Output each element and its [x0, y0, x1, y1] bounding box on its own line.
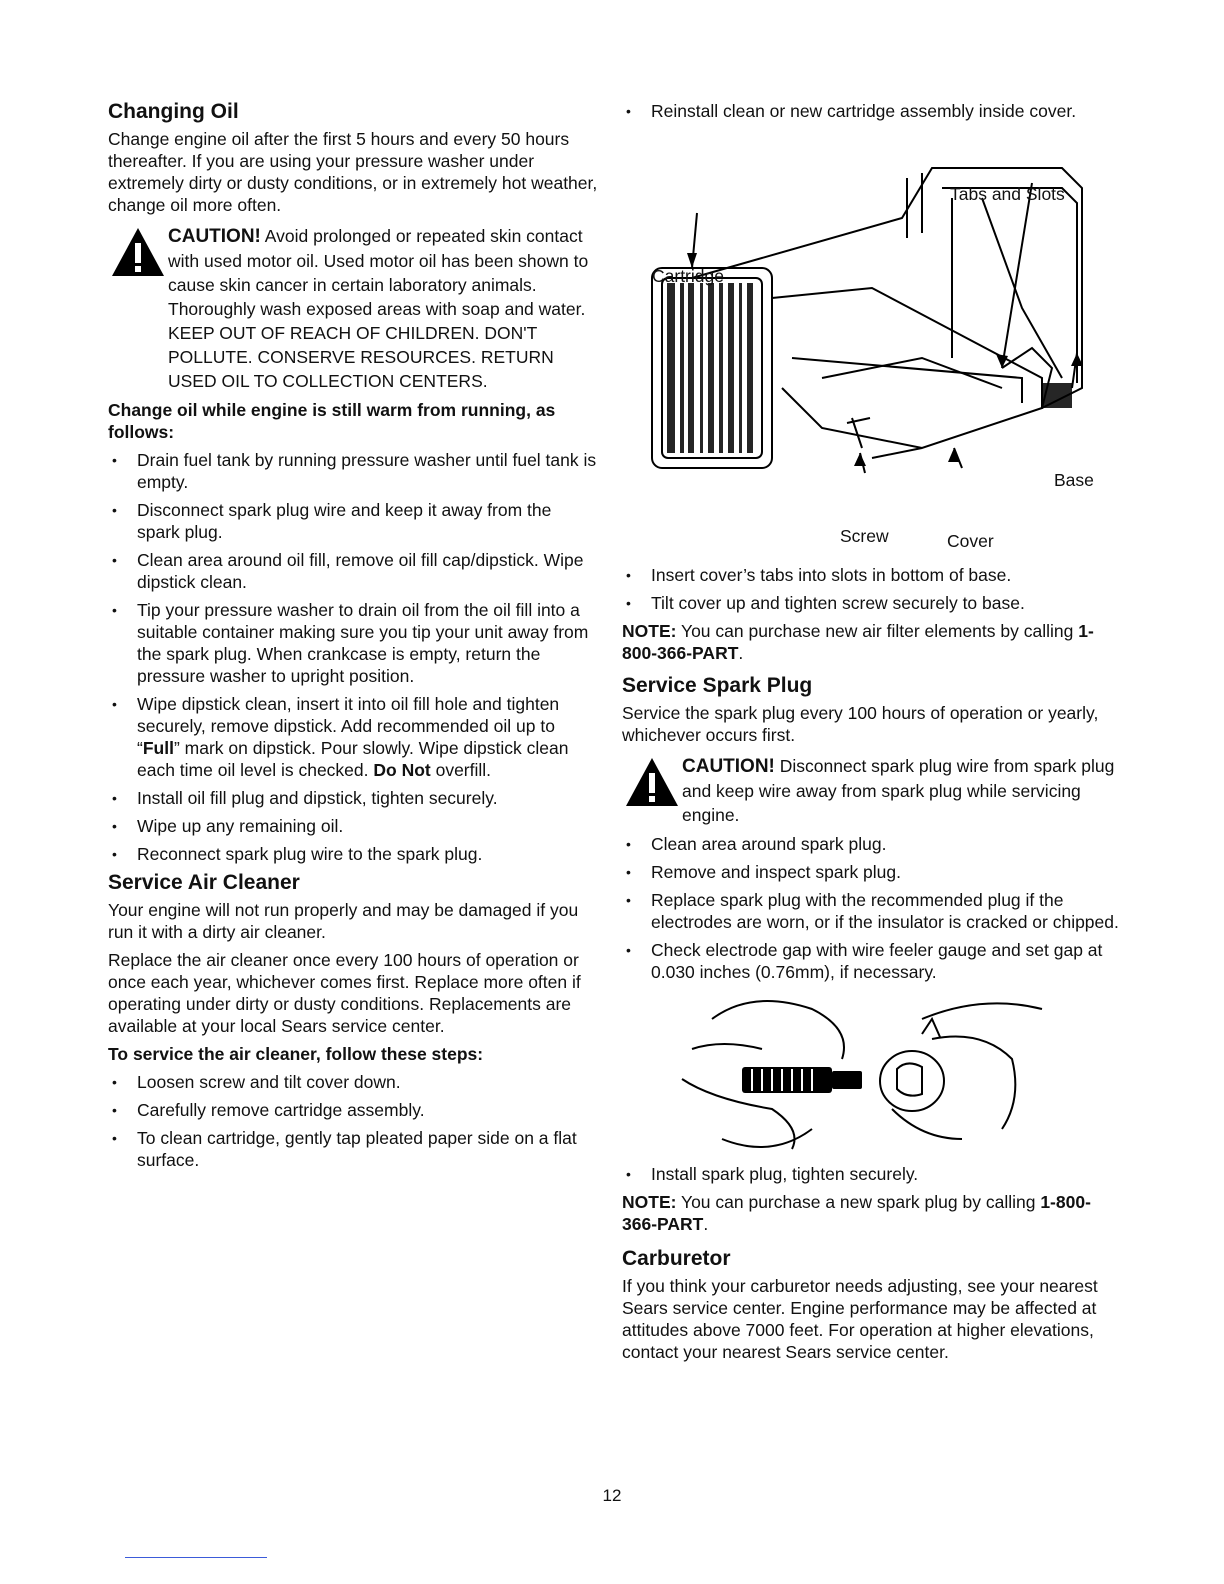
base-label: Base [1054, 470, 1094, 490]
changing-oil-heading: Changing Oil [108, 100, 239, 123]
oil-caution-text: CAUTION! Avoid prolonged or repeated skin contact with used motor oil. Used motor oil has been shown to cause skin cancer in certain laboratory animals. Thoroughly wash exposed areas with soap and water. [168, 226, 589, 319]
spark-caution-text: CAUTION! Disconnect spark plug wire from spark plug and keep wire away from spark plug while servicing engine. [682, 756, 1115, 825]
list-item: • Disconnect spark plug wire and keep it away from the spark plug. [108, 499, 598, 543]
spark-plug-illustration [622, 989, 1102, 1159]
oil-caution-text-2: KEEP OUT OF REACH OF CHILDREN. DON'T POLLUTE. CONSERVE RESOURCES. RETURN USED OIL TO COLLECTION CENTERS. [168, 323, 554, 391]
caution-label: CAUTION! [682, 756, 775, 777]
list-item: • Remove and inspect spark plug. [622, 861, 1122, 883]
cover-label: Cover [947, 531, 994, 551]
spark-caution-block [622, 754, 1122, 827]
list-item: • Replace spark plug with the recommended plug if the electrodes are worn, or if the insulator is cracked or chipped. [622, 889, 1122, 933]
page-number: 12 [602, 1486, 622, 1505]
spark-plug-intro: Service the spark plug every 100 hours of operation or yearly, whichever occurs first. [622, 703, 1099, 745]
warning-triangle-icon [110, 226, 166, 278]
spark-plug-gap-figure [622, 989, 1102, 1159]
oil-caution-block [108, 224, 598, 393]
spark-plug-steps [622, 833, 1122, 983]
list-item: • Reinstall clean or new cartridge assembly inside cover. [622, 100, 1122, 122]
right-column [622, 100, 1122, 1369]
warning-triangle-icon [624, 756, 680, 808]
list-item: • Install oil fill plug and dipstick, tighten securely. [108, 787, 598, 809]
list-item: • Check electrode gap with wire feeler gauge and set gap at 0.030 inches (0.76mm), if necessary. [622, 939, 1122, 983]
list-item: • Clean area around spark plug. [622, 833, 1122, 855]
footer-rule [125, 1557, 267, 1558]
list-item: • Drain fuel tank by running pressure washer until fuel tank is empty. [108, 449, 598, 493]
reinstall-step [622, 100, 1122, 122]
list-item: • Install spark plug, tighten securely. [622, 1163, 1122, 1185]
carburetor-heading: Carburetor [622, 1247, 731, 1270]
list-item: • Wipe up any remaining oil. [108, 815, 598, 837]
spark-plug-heading: Service Spark Plug [622, 674, 813, 697]
spark-plug-note: NOTE: You can purchase a new spark plug by calling 1-800-366-PART. [622, 1192, 1091, 1234]
list-item: • Reconnect spark plug wire to the spark plug. [108, 843, 598, 865]
list-item: • Insert cover’s tabs into slots in bottom of base. [622, 564, 1122, 586]
list-item: • Carefully remove cartridge assembly. [108, 1099, 598, 1121]
list-item: • Loosen screw and tilt cover down. [108, 1071, 598, 1093]
list-item: • Wipe dipstick clean, insert it into oil fill hole and tighten securely, remove dipstick. Add recommended oil up to “Full” mark on dipstick. Pour slowly. Wipe dipstick clean each time oil level is checked. Do Not overfill. [108, 693, 598, 781]
changing-oil-intro: Change engine oil after the first 5 hours and every 50 hours thereafter. If you are using your pressure washer under extremely dirty or dusty conditions, or in extremely hot weather, change oil more often. [108, 129, 598, 215]
list-item: • To clean cartridge, gently tap pleated paper side on a flat surface. [108, 1127, 598, 1171]
air-cleaner-p2: Replace the air cleaner once every 100 hours of operation or once each year, whichever comes first. Replace more often if operating under dirty or dusty conditions. Replacements are available at your local Sears service center. [108, 950, 581, 1036]
left-column [108, 100, 598, 1177]
caution-label: CAUTION! [168, 226, 261, 247]
tabs-and-slots-label: Tabs and Slots [950, 184, 1065, 204]
air-cleaner-figure [622, 128, 1094, 551]
air-cleaner-subhead: To service the air cleaner, follow these steps: [108, 1044, 484, 1064]
change-oil-steps [108, 449, 598, 865]
list-item: • Tip your pressure washer to drain oil from the oil fill into a suitable container making sure you tip your unit away from the spark plug. When crankcase is empty, return the pressure washer to upright position. [108, 599, 598, 687]
air-cleaner-p1: Your engine will not run properly and may be damaged if you run it with a dirty air cleaner. [108, 900, 579, 942]
screw-label: Screw [840, 526, 889, 546]
list-item: • Tilt cover up and tighten screw securely to base. [622, 592, 1122, 614]
air-cleaner-heading: Service Air Cleaner [108, 871, 300, 894]
install-step [622, 1163, 1122, 1185]
air-filter-note: NOTE: You can purchase new air filter elements by calling 1-800-366-PART. [622, 621, 1094, 663]
carburetor-text: If you think your carburetor needs adjusting, see your nearest Sears service center. Engine performance may be affected at attitudes above 7000 feet. For operation at higher elevations, contact your nearest Sears service center. [622, 1276, 1098, 1362]
air-cleaner-steps [108, 1071, 598, 1171]
list-item: • Clean area around oil fill, remove oil fill cap/dipstick. Wipe dipstick clean. [108, 549, 598, 593]
change-oil-subhead: Change oil while engine is still warm from running, as follows: [108, 400, 556, 442]
cover-steps [622, 564, 1122, 614]
cartridge-label: Cartridge [652, 266, 724, 286]
